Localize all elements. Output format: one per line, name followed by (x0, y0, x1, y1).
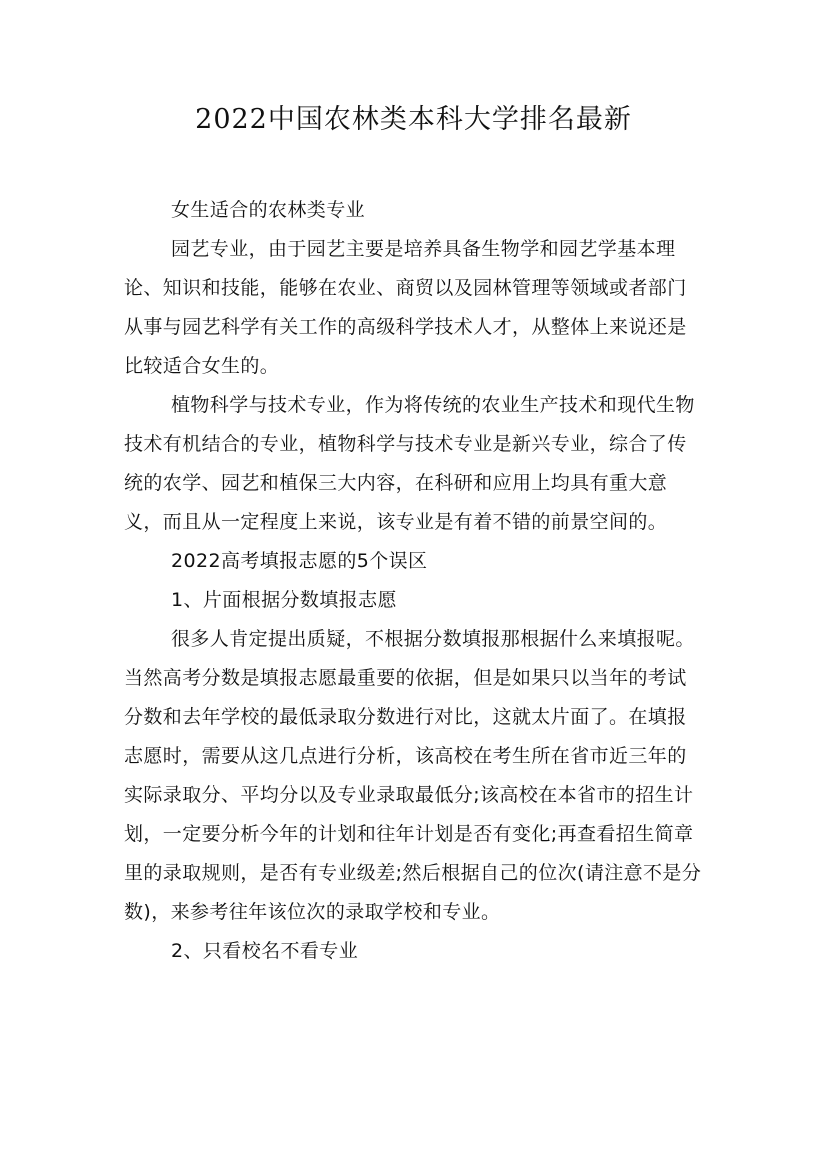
section-heading-misconceptions: 2022高考填报志愿的5个误区 (171, 550, 428, 572)
section-heading-female-majors: 女生适合的农林类专业 (171, 199, 366, 221)
list-item-misconception-1: 1、片面根据分数填报志愿 (171, 589, 397, 611)
paragraph-score-analysis: 很多人肯定提出质疑，不根据分数填报那根据什么来填报呢。当然高考分数是填报志愿最重要的依据，但是如果只以当年的考试分数和去年学校的最低录取分数进行对比，这就太片面了。在填报志愿时，需要从这几点进行分析，该高校在考生所在省市近三年的实际录取分、平均分以及专业录取最低分;该高校在本省市的招生计划，一定要分析今年的计划和往年计划是否有变化;再查看招生简章里的录取规则，是否有专业级差;然后根据自己的位次(请注意不是分数)，来参考往年该位次的录取学校和专业。 (124, 628, 702, 923)
paragraph-horticulture: 园艺专业，由于园艺主要是培养具备生物学和园艺学基本理论、知识和技能，能够在农业、商贸以及园林管理等领域或者部门从事与园艺科学有关工作的高级科学技术人才，从整体上来说还是比较适合女生的。 (124, 238, 687, 377)
paragraph-plant-science: 植物科学与技术专业，作为将传统的农业生产技术和现代生物技术有机结合的专业，植物科学与技术专业是新兴专业，综合了传统的农学、园艺和植保三大内容，在科研和应用上均具有重大意义，而且从一定程度上来说，该专业是有着不错的前景空间的。 (124, 394, 695, 533)
list-item-misconception-2: 2、只看校名不看专业 (171, 940, 359, 962)
document-title: 2022中国农林类本科大学排名最新 (195, 104, 632, 135)
document-body (124, 191, 704, 971)
